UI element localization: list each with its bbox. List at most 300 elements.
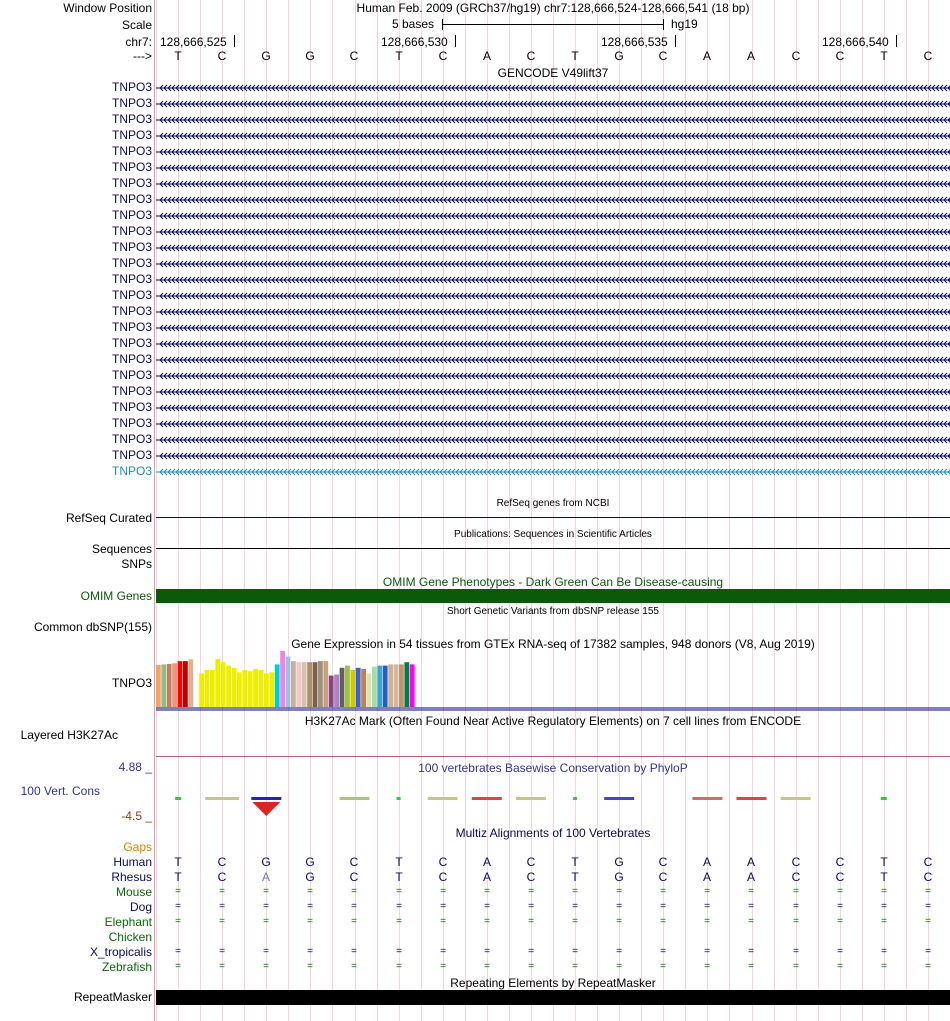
gtex-tissue-bar[interactable] [410, 664, 415, 707]
alignment-base: A [746, 870, 755, 884]
alignment-base: = [396, 946, 402, 957]
gtex-tissue-bar[interactable] [269, 672, 274, 707]
alignment-base: T [880, 870, 888, 884]
gtex-tissue-bar[interactable] [253, 669, 258, 707]
alignment-base: = [881, 916, 887, 927]
reference-base: T [571, 49, 579, 63]
ruler-tick-label: 128,666,530 [381, 35, 448, 49]
alignment-base: = [793, 886, 799, 897]
alignment-base: = [925, 886, 931, 897]
alignment-base: = [572, 946, 578, 957]
alignment-base: = [748, 901, 754, 912]
gencode-transcript-line[interactable] [156, 320, 950, 336]
gencode-transcript-label[interactable]: TNPO3 [111, 320, 152, 334]
reference-base: C [791, 49, 801, 63]
alignment-row[interactable] [156, 960, 950, 975]
gtex-tissue-bar[interactable] [183, 661, 188, 707]
reference-base: T [174, 49, 182, 63]
alignment-base: = [881, 886, 887, 897]
phylop-title: 100 vertebrates Basewise Conservation by PhyloP [418, 761, 688, 775]
gtex-tissue-bar[interactable] [302, 662, 307, 707]
alignment-base: C [923, 855, 933, 869]
gtex-tissue-bar[interactable] [167, 664, 172, 707]
gencode-transcript-label[interactable]: TNPO3 [111, 368, 152, 382]
gtex-tissue-bar[interactable] [383, 666, 388, 707]
species-label[interactable]: Human [113, 855, 152, 869]
alignment-base: = [484, 946, 490, 957]
alignment-base: = [219, 946, 225, 957]
gencode-transcript-label[interactable]: TNPO3 [111, 208, 152, 222]
reference-base: G [305, 49, 315, 63]
phylop-score-mark [604, 797, 634, 800]
alignment-base: = [616, 901, 622, 912]
gtex-tissue-bar[interactable] [221, 662, 226, 707]
multiz-title: Multiz Alignments of 100 Vertebrates [455, 826, 651, 840]
gencode-transcript-label[interactable]: TNPO3 [111, 224, 152, 238]
gencode-transcript-line[interactable] [156, 432, 950, 448]
alignment-base: = [440, 946, 446, 957]
gencode-title[interactable]: GENCODE V49lift37 [497, 66, 609, 80]
gencode-transcript-line[interactable] [156, 304, 950, 320]
alignment-base: = [704, 886, 710, 897]
alignment-base: G [305, 855, 315, 869]
alignment-base: T [395, 870, 403, 884]
alignment-base: A [482, 870, 491, 884]
alignment-base: = [793, 946, 799, 957]
omim-label[interactable]: OMIM Genes [80, 589, 152, 603]
alignment-row[interactable] [156, 900, 950, 915]
phylop-label[interactable]: 100 Vert. Cons [20, 784, 100, 798]
gencode-transcript-line[interactable] [156, 224, 950, 240]
alignment-base: = [572, 961, 578, 972]
gencode-transcript-label[interactable]: TNPO3 [111, 448, 152, 462]
alignment-base: = [440, 916, 446, 927]
ruler-tick-label: 128,666,525 [160, 35, 227, 49]
gtex-tissue-bar[interactable] [242, 670, 247, 707]
alignment-base: T [571, 855, 579, 869]
alignment-base: = [175, 886, 181, 897]
species-label[interactable]: X_tropicalis [89, 945, 152, 959]
species-label[interactable]: Chicken [108, 930, 152, 944]
alignment-base: = [616, 886, 622, 897]
h3k27ac-label[interactable]: Layered H3K27Ac [20, 728, 118, 742]
reference-base: T [880, 49, 888, 63]
gtex-tissue-bar[interactable] [156, 665, 161, 707]
publications-title: Publications: Sequences in Scientific Articles [454, 529, 652, 540]
phylop-score-mark [428, 797, 458, 800]
reference-base: C [217, 49, 227, 63]
alignment-base: G [614, 870, 624, 884]
species-label[interactable]: Zebrafish [101, 960, 152, 974]
gencode-transcript-label[interactable]: TNPO3 [111, 352, 152, 366]
alignment-base: T [395, 855, 403, 869]
alignment-base: = [307, 916, 313, 927]
alignment-base: = [263, 916, 269, 927]
alignment-base: = [307, 946, 313, 957]
alignment-base: = [748, 886, 754, 897]
gtex-tissue-bar[interactable] [377, 666, 382, 707]
h3k27ac-title: H3K27Ac Mark (Often Found Near Active Regulatory Elements) on 7 cell lines from ENCODE [304, 714, 802, 728]
gencode-transcript-line[interactable] [156, 80, 950, 96]
gtex-tissue-bar[interactable] [205, 670, 210, 707]
alignment-base: G [261, 855, 271, 869]
alignment-base: = [616, 961, 622, 972]
scale-bar-right-end [663, 19, 664, 30]
chrom-label: chr7: [125, 35, 152, 49]
gencode-transcript-line[interactable] [156, 416, 950, 432]
alignment-base: = [660, 916, 666, 927]
alignment-base: = [748, 946, 754, 957]
ruler-tick [896, 35, 897, 47]
gencode-transcript-line[interactable] [156, 272, 950, 288]
species-label[interactable]: Elephant [104, 915, 152, 929]
alignment-base: C [791, 855, 801, 869]
repeatmasker-bar[interactable] [156, 990, 950, 1005]
alignment-base: C [791, 870, 801, 884]
gtex-tissue-bar[interactable] [275, 664, 280, 707]
alignment-base: = [440, 961, 446, 972]
scale-label: Scale [121, 18, 152, 32]
alignment-base: = [307, 961, 313, 972]
alignment-base: = [175, 961, 181, 972]
phylop-score-mark [397, 797, 401, 800]
alignment-base: A [482, 855, 491, 869]
alignment-base: C [438, 870, 448, 884]
alignment-base: C [438, 855, 448, 869]
omim-title: OMIM Gene Phenotypes - Dark Green Can Be Disease-causing [382, 575, 724, 589]
alignment-base: = [925, 916, 931, 927]
alignment-base: = [616, 946, 622, 957]
alignment-base: = [351, 901, 357, 912]
alignment-base: C [835, 855, 845, 869]
gtex-tissue-bar[interactable] [313, 662, 318, 707]
species-label[interactable]: Mouse [115, 885, 152, 899]
gtex-tissue-bar[interactable] [188, 659, 193, 707]
gencode-transcript-label[interactable]: TNPO3 [111, 96, 152, 110]
alignment-base: = [263, 886, 269, 897]
alignment-base: = [528, 901, 534, 912]
alignment-base: = [704, 961, 710, 972]
refseq-title: RefSeq genes from NCBI [496, 498, 610, 509]
ruler-tick [675, 35, 676, 47]
alignment-base: = [219, 886, 225, 897]
alignment-base: = [396, 901, 402, 912]
gencode-transcript-line[interactable] [156, 352, 950, 368]
gtex-tissue-bar[interactable] [286, 657, 291, 707]
gtex-tissue-bar[interactable] [404, 662, 409, 707]
gencode-transcript-label[interactable]: TNPO3 [111, 336, 152, 350]
gencode-transcript-line[interactable] [156, 96, 950, 112]
alignment-row[interactable] [156, 945, 950, 960]
alignment-base: = [837, 886, 843, 897]
alignment-base: = [528, 916, 534, 927]
alignment-base: = [793, 901, 799, 912]
reference-base: C [835, 49, 845, 63]
alignment-base: = [793, 961, 799, 972]
reference-base: C [658, 49, 668, 63]
reference-base: C [349, 49, 359, 63]
gencode-transcript-line[interactable] [156, 160, 950, 176]
gtex-tissue-bar[interactable] [172, 663, 177, 707]
ruler-tick [234, 35, 235, 47]
gtex-label[interactable]: TNPO3 [111, 676, 152, 690]
alignment-base: T [571, 870, 579, 884]
repeatmasker-label[interactable]: RepeatMasker [73, 990, 152, 1004]
gtex-tissue-bar[interactable] [394, 664, 399, 707]
gencode-transcript-label[interactable]: TNPO3 [111, 384, 152, 398]
h3k27ac-baseline[interactable] [156, 756, 950, 757]
alignment-base: = [219, 901, 225, 912]
gtex-tissue-bar[interactable] [345, 666, 350, 707]
reference-base: T [395, 49, 403, 63]
alignment-base: C [526, 855, 536, 869]
gtex-tissue-bar[interactable] [329, 676, 334, 707]
gtex-tissue-bar[interactable] [399, 664, 404, 707]
gtex-tissue-bar[interactable] [248, 671, 253, 707]
gencode-transcript-line[interactable] [156, 128, 950, 144]
gencode-transcript-line[interactable] [156, 192, 950, 208]
gtex-tissue-bar[interactable] [280, 651, 285, 707]
alignment-base: = [351, 916, 357, 927]
alignment-base: = [396, 916, 402, 927]
gencode-transcript-line[interactable] [156, 368, 950, 384]
alignment-base: = [704, 916, 710, 927]
gtex-tissue-bar[interactable] [264, 673, 269, 707]
alignment-base: C [658, 855, 668, 869]
gtex-tissue-bar[interactable] [367, 673, 372, 707]
gtex-tissue-bar[interactable] [356, 668, 361, 707]
track-area[interactable] [156, 0, 950, 1021]
strand-arrow-label: ---> [133, 49, 152, 63]
gencode-transcript-label[interactable]: TNPO3 [111, 176, 152, 190]
alignment-base: = [484, 961, 490, 972]
assembly-label: hg19 [671, 17, 698, 31]
scale-bar-left-end [442, 19, 443, 30]
snps-label[interactable]: SNPs [121, 557, 152, 571]
alignment-base: = [396, 886, 402, 897]
omim-gene-bar[interactable] [156, 589, 950, 603]
phylop-score-mark [175, 797, 181, 800]
alignment-base: = [440, 901, 446, 912]
gencode-transcript-label[interactable]: TNPO3 [111, 304, 152, 318]
alignment-base: = [925, 961, 931, 972]
alignment-base: = [925, 946, 931, 957]
scale-text: 5 bases [392, 17, 435, 31]
phylop-score-mark [516, 797, 546, 800]
gtex-tissue-bar[interactable] [372, 667, 377, 707]
alignment-row[interactable] [156, 930, 950, 945]
alignment-base: = [440, 886, 446, 897]
reference-base: C [923, 49, 933, 63]
alignment-base: C [658, 870, 668, 884]
gtex-tissue-bar[interactable] [296, 662, 301, 707]
reference-base: G [261, 49, 271, 63]
gencode-transcript-line[interactable] [156, 240, 950, 256]
gtex-tissue-bar[interactable] [199, 673, 204, 707]
alignment-base: = [396, 961, 402, 972]
alignment-base: = [881, 961, 887, 972]
alignment-base: = [660, 946, 666, 957]
alignment-base: = [748, 916, 754, 927]
alignment-base: = [925, 901, 931, 912]
gtex-tissue-bar[interactable] [232, 668, 237, 707]
gencode-transcript-label[interactable]: TNPO3 [111, 128, 152, 142]
gtex-tissue-bar[interactable] [161, 664, 166, 707]
gtex-tissue-bar[interactable] [210, 670, 215, 707]
gtex-tissue-bar[interactable] [307, 662, 312, 707]
alignment-base: = [484, 916, 490, 927]
gtex-tissue-bar[interactable] [178, 661, 183, 707]
alignment-base: = [572, 901, 578, 912]
alignment-row[interactable] [156, 885, 950, 900]
alignment-base: = [660, 901, 666, 912]
gencode-transcript-label[interactable]: TNPO3 [111, 400, 152, 414]
gencode-transcript-line[interactable] [156, 208, 950, 224]
alignment-base: T [174, 870, 182, 884]
gencode-transcript-label[interactable]: TNPO3 [111, 192, 152, 206]
phylop-score-mark [692, 797, 722, 800]
gencode-transcript-line[interactable] [156, 288, 950, 304]
gencode-transcript-line[interactable] [156, 400, 950, 416]
gencode-transcript-label[interactable]: TNPO3 [111, 416, 152, 430]
reference-base: C [438, 49, 448, 63]
gencode-transcript-line[interactable] [156, 336, 950, 352]
alignment-row[interactable] [156, 870, 950, 885]
gencode-transcript-label[interactable]: TNPO3 [111, 112, 152, 126]
alignment-base: = [307, 886, 313, 897]
gencode-transcript-label[interactable]: TNPO3 [111, 464, 152, 478]
alignment-base: G [305, 870, 315, 884]
alignment-base: = [528, 886, 534, 897]
gencode-transcript-line[interactable] [156, 256, 950, 272]
species-label[interactable]: Dog [129, 900, 152, 914]
gtex-tissue-bar[interactable] [291, 661, 296, 707]
reference-base: A [702, 49, 711, 63]
gtex-tissue-bar[interactable] [334, 675, 339, 708]
phylop-score-mark [251, 797, 281, 800]
phylop-score-mark [205, 797, 239, 800]
alignment-base: = [351, 886, 357, 897]
alignment-base: = [263, 901, 269, 912]
alignment-base: A [702, 855, 711, 869]
alignment-base: C [526, 870, 536, 884]
gencode-transcript-label[interactable]: TNPO3 [111, 160, 152, 174]
alignment-base: = [528, 961, 534, 972]
alignment-base: = [881, 946, 887, 957]
phylop-score-mark [737, 797, 767, 800]
gtex-chart[interactable] [156, 650, 950, 712]
reference-base: A [746, 49, 755, 63]
alignment-base: = [263, 946, 269, 957]
gencode-transcript-label[interactable]: TNPO3 [111, 256, 152, 270]
alignment-base: = [219, 916, 225, 927]
gtex-tissue-bar[interactable] [259, 670, 264, 707]
gtex-tissue-bar[interactable] [226, 666, 231, 707]
alignment-base: = [484, 886, 490, 897]
alignment-base: = [175, 901, 181, 912]
alignment-base: = [528, 946, 534, 957]
gencode-transcript-line[interactable] [156, 448, 950, 464]
gencode-transcript-label[interactable]: TNPO3 [111, 240, 152, 254]
reference-base: C [526, 49, 536, 63]
gtex-tissue-bar[interactable] [361, 669, 366, 707]
gencode-transcript-line[interactable] [156, 384, 950, 400]
gencode-transcript-line[interactable] [156, 112, 950, 128]
alignment-base: G [614, 855, 624, 869]
phylop-max: 4.88 _ [118, 760, 152, 774]
gencode-transcript-label[interactable]: TNPO3 [111, 432, 152, 446]
species-label[interactable]: Rhesus [111, 870, 152, 884]
gaps-label[interactable]: Gaps [123, 840, 152, 854]
refseq-gene-line[interactable] [156, 517, 950, 518]
alignment-base: = [175, 946, 181, 957]
alignment-base: = [837, 961, 843, 972]
gtex-title: Gene Expression in 54 tissues from GTEx RNA-seq of 17382 samples, 948 donors (V8, Aug 2019) [291, 637, 815, 651]
publications-line[interactable] [156, 548, 950, 549]
alignment-base: = [219, 961, 225, 972]
phylop-score-mark [781, 797, 811, 800]
gencode-transcript-label[interactable]: TNPO3 [111, 80, 152, 94]
alignment-base: = [572, 886, 578, 897]
gencode-transcript-label[interactable]: TNPO3 [111, 288, 152, 302]
gencode-transcript-line[interactable] [156, 464, 950, 480]
refseq-label[interactable]: RefSeq Curated [65, 511, 152, 525]
scale-bar [442, 24, 664, 25]
alignment-base: A [261, 870, 270, 884]
gtex-tissue-bar[interactable] [350, 670, 355, 707]
alignment-base: = [837, 901, 843, 912]
gtex-tissue-bar[interactable] [340, 668, 345, 707]
alignment-row[interactable] [156, 915, 950, 930]
gencode-transcript-line[interactable] [156, 144, 950, 160]
gtex-tissue-bar[interactable] [318, 661, 323, 707]
alignment-base: = [793, 916, 799, 927]
ruler-tick-label: 128,666,540 [822, 35, 889, 49]
gtex-tissue-bar[interactable] [323, 661, 328, 707]
track-divider [154, 0, 155, 1021]
phylop-score-mark [472, 797, 502, 800]
reference-base: G [614, 49, 624, 63]
repeatmasker-title: Repeating Elements by RepeatMasker [450, 976, 656, 990]
alignment-base: A [702, 870, 711, 884]
alignment-base: = [837, 916, 843, 927]
reference-base: A [482, 49, 491, 63]
alignment-base: = [748, 961, 754, 972]
alignment-base: = [351, 961, 357, 972]
window-position-label: Window Position [63, 1, 152, 15]
alignment-base: C [923, 870, 933, 884]
alignment-base: = [175, 916, 181, 927]
dbsnp-label[interactable]: Common dbSNP(155) [33, 620, 152, 634]
alignment-base: = [660, 961, 666, 972]
gtex-tissue-bar[interactable] [215, 659, 220, 707]
alignment-base: = [307, 901, 313, 912]
gtex-tissue-bar[interactable] [388, 664, 393, 707]
phylop-track[interactable] [156, 790, 950, 818]
gtex-tissue-bar[interactable] [237, 672, 242, 707]
alignment-base: = [484, 901, 490, 912]
alignment-base: C [217, 870, 227, 884]
sequences-label[interactable]: Sequences [91, 542, 152, 556]
alignment-row[interactable] [156, 855, 950, 870]
alignment-base: C [349, 870, 359, 884]
alignment-base: = [351, 946, 357, 957]
dbsnp-title: Short Genetic Variants from dbSNP release 155 [447, 606, 659, 617]
gencode-transcript-label[interactable]: TNPO3 [111, 272, 152, 286]
ruler-tick-label: 128,666,535 [601, 35, 668, 49]
gencode-transcript-line[interactable] [156, 176, 950, 192]
gencode-transcript-label[interactable]: TNPO3 [111, 144, 152, 158]
